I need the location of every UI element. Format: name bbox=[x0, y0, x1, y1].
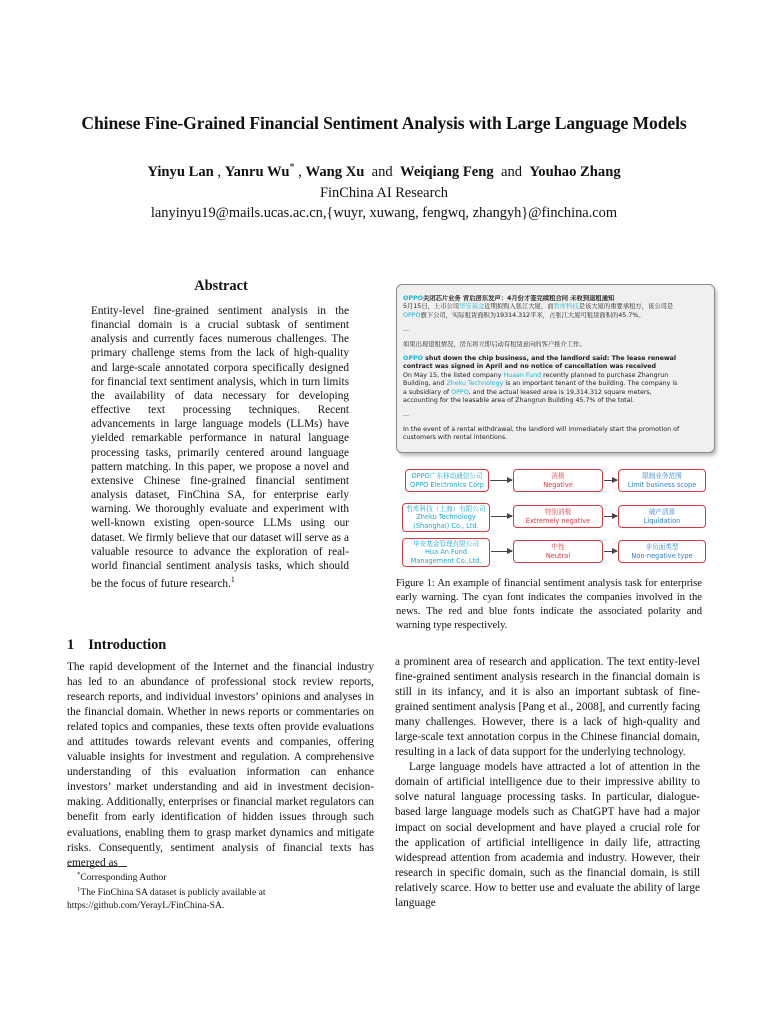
news-en-line bbox=[403, 389, 708, 397]
abstract-body bbox=[91, 304, 349, 591]
news-text: 旗下公司，实际租赁面积为19314.312平米，占张江大厦可租赁面积的45.7%。 bbox=[420, 311, 645, 319]
author-name: Yanru Wu bbox=[224, 163, 290, 180]
paragraph: a prominent area of research and application. The text entity-level fine-grained sentiment analysis research in the financial domain is still in its infancy, and it is also an important subtask of fine-grained sentiment analysis [Pang et al., 2008], and currently facing many challenges. However, there is a lack of high-quality and large-scale text annotation corpus in the Chinese financial domain, resulting in a lack of data support for the underlying technology. bbox=[395, 656, 700, 759]
intro-left-column: The rapid development of the Internet and the financial industry has led to an abundance of professional stock review reports, research reports, and individual investors’ opinions and analyses in the financial domain. Whether in news reports or commentaries on related topics and companies, these texts often provide evaluations and attitudes towards relevant events and companies, offering valuable insights for investment and regulation. A comprehensive understanding of this evaluation information can enhance investors’ market understanding and aid in investment decision-making. Additionally, enterprises or financial market regulators can benefit from early identification of hidden issues through such evaluations, enabling them to grasp market dynamics and mitigate risks. Consequently, sentiment analysis of financial texts has emerged as bbox=[67, 661, 374, 869]
warning-zh: 破产清算 bbox=[648, 508, 676, 517]
entity-mention: 华安基金 bbox=[459, 303, 485, 311]
author-emails: lanyinyu19@mails.ucas.ac.cn,{wuyr, xuwang, fengwq, zhangyh}@finchina.com bbox=[150, 205, 618, 221]
warning-en: Liquidation bbox=[643, 516, 681, 525]
news-zh-title bbox=[403, 295, 708, 303]
arrow-icon bbox=[604, 480, 617, 481]
entity-mention: OPPO bbox=[403, 311, 421, 319]
section-title: Introduction bbox=[88, 637, 167, 653]
news-en-line bbox=[403, 380, 708, 388]
entity-box-zheku bbox=[402, 503, 490, 532]
news-text: 近期拟购入张江大厦，而 bbox=[484, 303, 554, 311]
footnote-dataset bbox=[67, 884, 374, 912]
news-en-title bbox=[403, 363, 708, 371]
entity-zh: 华安基金管理有限公司 bbox=[413, 540, 479, 549]
warning-en: Non-negative type bbox=[631, 551, 693, 560]
news-en-line: customers with rental intentions. bbox=[403, 434, 508, 442]
polarity-en: Neutral bbox=[545, 551, 571, 560]
news-en-line: accounting for the leasable area of Zhangrun Building 45.7% of the total. bbox=[403, 397, 635, 405]
entity-mention: Huaan Fund bbox=[503, 371, 542, 379]
entity-mention: OPPO bbox=[451, 388, 469, 396]
author-separator: , bbox=[213, 163, 225, 180]
footnotes bbox=[67, 869, 374, 912]
polarity-zh: 特别消极 bbox=[544, 508, 572, 517]
entity-mention: OPPO bbox=[403, 355, 423, 363]
news-en-title bbox=[403, 355, 708, 363]
news-ellipsis: ... bbox=[403, 411, 410, 419]
news-text: Building, and bbox=[403, 380, 447, 388]
news-zh-line bbox=[403, 303, 708, 311]
corresponding-mark: * bbox=[289, 162, 295, 173]
footnote-mark: * bbox=[77, 871, 81, 878]
footnote-mark: 1 bbox=[230, 574, 235, 584]
intro-right-column bbox=[395, 655, 700, 911]
entity-en: Hua An Fund Management Co.,Ltd. bbox=[410, 548, 482, 565]
polarity-zh: 中性 bbox=[551, 543, 565, 552]
entity-en: OPPO Electronics Corp bbox=[410, 480, 484, 489]
arrow-icon bbox=[604, 516, 617, 517]
entity-zh: OPPO广东移动通信公司 bbox=[411, 472, 483, 481]
polarity-box-neutral bbox=[513, 540, 603, 563]
news-text: 5月15日，上市公司 bbox=[403, 303, 460, 311]
entity-box-huaan bbox=[402, 538, 490, 567]
arrow-icon bbox=[491, 516, 512, 517]
news-text: contract was signed in April and no notice of cancellation was received bbox=[403, 363, 657, 371]
affiliation: FinChina AI Research bbox=[320, 185, 448, 201]
author-separator: and bbox=[493, 163, 530, 180]
news-zh-line: 如果出现退租情况，房东将立即启动有租赁意向的客户推介工作。 bbox=[403, 340, 586, 348]
warning-box-liquidation bbox=[618, 505, 706, 528]
arrow-icon bbox=[604, 551, 617, 552]
entity-mention: 哲库科技 bbox=[553, 303, 579, 311]
entity-mention: Zheku Technology bbox=[446, 380, 504, 388]
polarity-zh: 消极 bbox=[551, 472, 565, 481]
warning-zh: 非负面类型 bbox=[645, 543, 679, 552]
news-ellipsis: ... bbox=[403, 326, 410, 334]
polarity-en: Extremely negative bbox=[525, 516, 591, 525]
entity-mention: OPPO bbox=[403, 295, 423, 302]
author-list bbox=[0, 162, 768, 181]
author-name: Youhao Zhang bbox=[529, 163, 621, 180]
news-zh-line bbox=[403, 312, 708, 320]
abstract-heading: Abstract bbox=[194, 278, 248, 294]
paragraph: Large language models have attracted a lot of attention in the domain of artificial intelligence due to their impressive ability to solve natural language processing tasks. In particular, dialogue-based large language models such as ChatGPT have had a major impact on social development and have played a crucial role for the application of artificial intelligence in daily life, attracting widespread attention from academia and industry. However, their research in specific domain, such as the financial domain, is still relatively scarce. How to better use and evaluate the ability of large language bbox=[395, 761, 700, 909]
footnote-mark: 1 bbox=[77, 886, 81, 894]
news-text: a subsidiary of bbox=[403, 388, 452, 396]
figure-caption: Figure 1: An example of financial sentiment analysis task for enterprise early warning. The cyan font indicates the companies involved in the news. The red and blue fonts indicate the associated polarity and warning type respectively. bbox=[396, 578, 702, 631]
footnote-corresponding bbox=[67, 869, 374, 884]
warning-zh: 限制业务范围 bbox=[642, 472, 682, 481]
footnote-text: Corresponding Author bbox=[80, 872, 167, 884]
news-text: 是该大厦的重要承租方，该公司是 bbox=[578, 303, 674, 311]
warning-en: Limit business scope bbox=[627, 480, 697, 489]
polarity-box-extremely-negative bbox=[513, 505, 603, 528]
news-text: shut down the chip business, and the landlord said: The lease renewal bbox=[422, 355, 677, 363]
news-text: On May 15, the listed company bbox=[403, 371, 504, 379]
warning-box-limit-scope bbox=[618, 469, 706, 492]
news-example-box bbox=[396, 284, 715, 453]
author-name: Weiqiang Feng bbox=[400, 163, 494, 180]
entity-zh: 哲库科技（上海）有限公司 bbox=[406, 505, 486, 514]
author-name: Yinyu Lan bbox=[147, 163, 214, 180]
footnote-rule bbox=[67, 866, 127, 867]
author-name: Wang Xu bbox=[305, 163, 365, 180]
news-text: is an important tenant of the building. The company is bbox=[503, 380, 678, 388]
author-separator: , bbox=[294, 163, 306, 180]
author-separator: and bbox=[364, 163, 401, 180]
news-en-line: In the event of a rental withdrawal, the landlord will immediately start the promotion of bbox=[403, 425, 680, 433]
footnote-text: The FinChina SA dataset is publicly available at https://github.com/YerayL/FinChina-SA. bbox=[67, 887, 266, 911]
news-text: recently planned to purchase Zhangrun bbox=[541, 371, 669, 379]
news-text: , and the actual leased area is 19,314.312 square meters, bbox=[468, 388, 652, 396]
polarity-en: Negative bbox=[543, 480, 573, 489]
news-en-line bbox=[403, 372, 708, 380]
news-text: 关闭芯片业务 背后房东发声：4月份才签完续租合同 未收到退租通知 bbox=[422, 295, 615, 302]
paper-title: Chinese Fine-Grained Financial Sentiment Analysis with Large Language Models bbox=[81, 113, 687, 133]
section-heading-introduction bbox=[67, 637, 166, 654]
polarity-box-negative bbox=[513, 469, 603, 492]
arrow-icon bbox=[491, 551, 512, 552]
warning-box-non-negative bbox=[618, 540, 706, 563]
arrow-icon bbox=[490, 480, 512, 481]
section-number: 1 bbox=[67, 637, 75, 653]
abstract-text: Entity-level fine-grained sentiment analysis in the financial domain is a crucial subtask of sentiment analysis and currently faces numerous challenges. The primary challenge stems from the lack of high-quality and large-scale annotated corpora specifically designed for financial text sentiment analysis, which in turn limits the availability of data necessary for developing effective text processing techniques. Recent advancements in large language models (LLMs) have yielded remarkable performance in natural language processing tasks, primarily centered around language pattern matching. In this paper, we propose a novel and extensive Chinese fine-grained financial sentiment analysis dataset, FinChina SA, for enterprise early warning. We thoroughly evaluate and experiment with well-known existing open-source LLMs using our dataset. We firmly believe that our dataset will serve as a valuable resource to advance the exploration of real-world financial sentiment analysis tasks, which should be the focus of future research. bbox=[91, 305, 349, 590]
entity-en: Zheku Technology (Shanghai) Co., Ltd. bbox=[413, 513, 479, 530]
entity-box-oppo bbox=[405, 469, 489, 492]
